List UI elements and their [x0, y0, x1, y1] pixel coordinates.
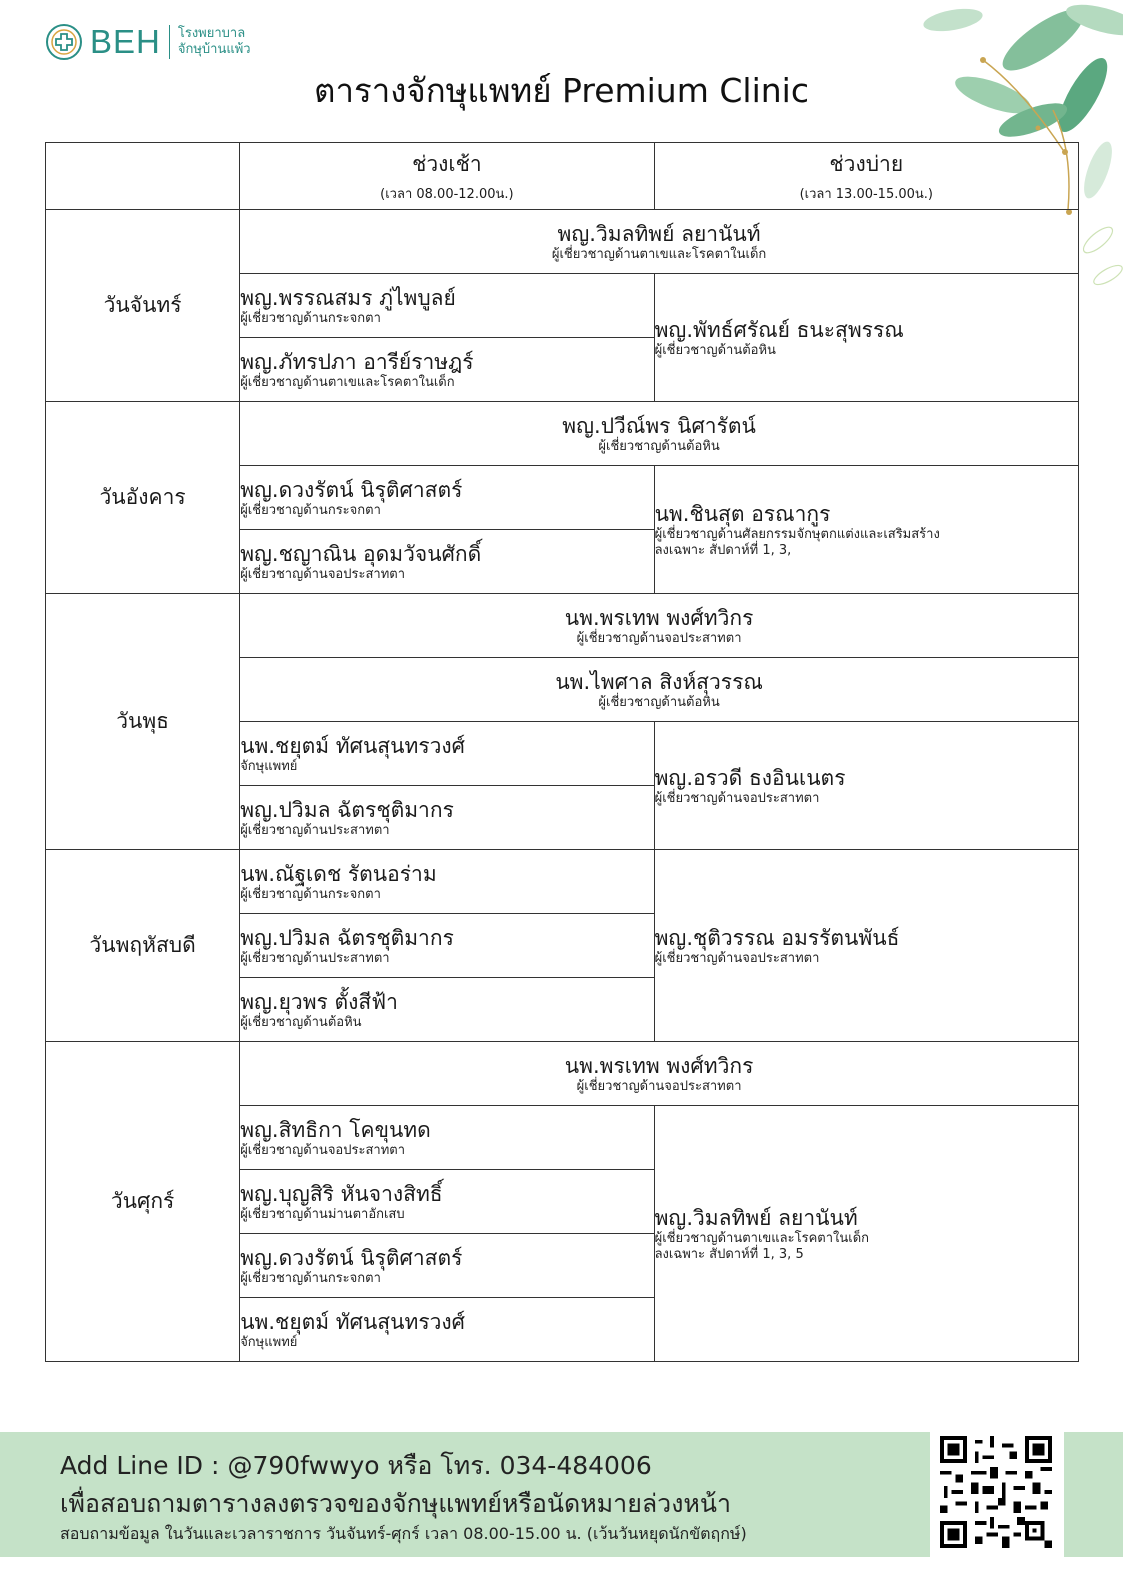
doctor-cell: [654, 722, 1078, 850]
doctor-specialty: ผู้เชี่ยวชาญด้านกระจกตา: [240, 310, 381, 326]
doctor-name: นพ.พรเทพ พงศ์ทวิกร: [564, 1053, 754, 1078]
header-afternoon: [654, 143, 1078, 210]
doctor-specialty: ผู้เชี่ยวชาญด้านต้อหิน: [654, 342, 776, 358]
logo-thai-line2: จักษุบ้านแพ้ว: [177, 42, 251, 57]
doctor-cell: [240, 1170, 654, 1234]
doctor-cell: [240, 1298, 654, 1362]
doctor-specialty: ผู้เชี่ยวชาญด้านกระจกตา: [240, 502, 381, 518]
doctor-name: พญ.ปวีณ์พร นิศารัตน์: [562, 413, 756, 438]
doctor-specialty: ผู้เชี่ยวชาญด้านม่านตาอักเสบ: [240, 1206, 405, 1222]
logo-brand: BEH: [90, 23, 161, 60]
doctor-cell: [240, 786, 654, 850]
doctor-cell: [654, 466, 1078, 594]
doctor-name: พญ.วิมลทิพย์ ลยานันท์: [654, 1205, 858, 1230]
doctor-specialty: ผู้เชี่ยวชาญด้านตาเขและโรคตาในเด็ก: [654, 1230, 870, 1246]
doctor-name: นพ.ณัฐเดช รัตนอร่าม: [240, 861, 437, 886]
doctor-name: พญ.สิทธิกา โคขุนทด: [240, 1117, 431, 1142]
doctor-cell: [654, 274, 1078, 402]
day-thursday: วันพฤหัสบดี: [46, 850, 240, 1042]
doctor-cell: [240, 530, 654, 594]
header-morning: [240, 143, 654, 210]
header-afternoon-time: (เวลา 13.00-15.00น.): [799, 187, 933, 202]
doctor-cell: [654, 850, 1078, 1042]
doctor-specialty: ผู้เชี่ยวชาญด้านจอประสาทตา: [654, 790, 820, 806]
doctor-specialty: จักษุแพทย์: [240, 1334, 298, 1350]
doctor-specialty: ผู้เชี่ยวชาญด้านต้อหิน: [598, 694, 720, 710]
doctor-cell: [240, 722, 654, 786]
doctor-specialty: ผู้เชี่ยวชาญด้านประสาทตา: [240, 822, 390, 838]
doctor-name: พญ.ปวิมล ฉัตรชุติมากร: [240, 797, 454, 822]
doctor-cell: [240, 978, 654, 1042]
doctor-specialty: ผู้เชี่ยวชาญด้านจอประสาทตา: [576, 630, 742, 646]
doctor-name: พญ.ชญาณิน อุดมวัจนศักดิ์: [240, 541, 482, 566]
line-colon: :: [211, 1451, 220, 1480]
doctor-cell: [240, 402, 1079, 466]
doctor-name: พญ.อรวดี ธงอินเนตร: [654, 765, 846, 790]
doctor-cell: [240, 594, 1079, 658]
logo-thai-name: [178, 26, 251, 58]
doctor-name: พญ.ดวงรัตน์ นิรุติศาสตร์: [240, 477, 463, 502]
header-empty-cell: [46, 143, 240, 210]
doctor-name: พญ.ยุวพร ตั้งสีฟ้า: [240, 989, 398, 1014]
doctor-name: พญ.บุญสิริ หันจางสิทธิ์: [240, 1181, 443, 1206]
doctor-name: นพ.ชยุตม์ ทัศนสุนทรวงศ์: [240, 1309, 465, 1334]
day-monday: วันจันทร์: [46, 210, 240, 402]
doctor-specialty: ผู้เชี่ยวชาญด้านต้อหิน: [240, 1014, 362, 1030]
header-afternoon-label: ช่วงบ่าย: [829, 152, 904, 176]
hospital-logo: [44, 22, 251, 62]
doctor-specialty: ผู้เชี่ยวชาญด้านจอประสาทตา: [240, 1142, 406, 1158]
doctor-name: พญ.ชุติวรรณ อมรรัตนพันธ์: [654, 925, 900, 950]
doctor-cell: [240, 338, 654, 402]
table-row: [46, 850, 1079, 914]
table-row: [46, 1042, 1079, 1106]
doctor-name: นพ.ไพศาล สิงห์สุวรรณ: [555, 669, 763, 694]
header-morning-label: ช่วงเช้า: [412, 152, 482, 176]
qr-code-icon[interactable]: [940, 1436, 1052, 1548]
logo-divider: [169, 25, 170, 59]
page-title: ตารางจักษุแพทย์ Premium Clinic: [314, 71, 809, 110]
day-wednesday: วันพุธ: [46, 594, 240, 850]
doctor-cell: [240, 1234, 654, 1298]
doctor-specialty: ผู้เชี่ยวชาญด้านจอประสาทตา: [576, 1078, 742, 1094]
doctor-name: พญ.ปวิมล ฉัตรชุติมากร: [240, 925, 454, 950]
doctor-cell: [240, 914, 654, 978]
doctor-specialty: จักษุแพทย์: [240, 758, 298, 774]
doctor-name: พญ.พัทธ์ศรัณย์ ธนะสุพรรณ: [654, 317, 904, 342]
doctor-cell: [240, 1106, 654, 1170]
day-tuesday: วันอังคาร: [46, 402, 240, 594]
line-id-phone[interactable]: @790fwwyo หรือ โทร. 034-484006: [227, 1451, 652, 1480]
doctor-name: พญ.ภัทรปภา อารีย์ราษฎร์: [240, 349, 474, 374]
doctor-cell: [240, 210, 1079, 274]
doctor-cell: [240, 658, 1079, 722]
table-row: [46, 210, 1079, 274]
doctor-specialty: ผู้เชี่ยวชาญด้านจอประสาทตา: [654, 950, 820, 966]
doctor-specialty: ผู้เชี่ยวชาญด้านศัลยกรรมจักษุตกแต่งและเสริมสร้าง: [654, 526, 940, 542]
line-label: Add Line ID: [60, 1451, 204, 1480]
doctor-specialty: ผู้เชี่ยวชาญด้านจอประสาทตา: [240, 566, 406, 582]
table-header-row: [46, 143, 1079, 210]
doctor-name: พญ.พรรณสมร ภู่ไพบูลย์: [240, 285, 456, 310]
doctor-cell: [240, 850, 654, 914]
contact-line-id: [60, 1446, 652, 1486]
table-row: [46, 402, 1079, 466]
contact-hours: สอบถามข้อมูล ในวันและเวลาราชการ วันจันทร์-ศุกร์ เวลา 08.00-15.00 น. (เว้นวันหยุดนักขัตฤกษ์): [60, 1524, 747, 1543]
contact-purpose: เพื่อสอบถามตารางลงตรวจของจักษุแพทย์หรือนัดหมายล่วงหน้า: [60, 1489, 732, 1518]
hospital-cross-logo-icon: [44, 22, 84, 62]
doctor-specialty: ผู้เชี่ยวชาญด้านต้อหิน: [598, 438, 720, 454]
doctor-schedule-note: ลงเฉพาะ สัปดาห์ที่ 1, 3, 5: [654, 1246, 804, 1262]
doctor-name: นพ.ชยุตม์ ทัศนสุนทรวงศ์: [240, 733, 465, 758]
table-row: [46, 594, 1079, 658]
schedule-table: [45, 142, 1079, 1362]
doctor-cell: [240, 274, 654, 338]
doctor-cell: [654, 1106, 1078, 1362]
doctor-specialty: ผู้เชี่ยวชาญด้านกระจกตา: [240, 886, 381, 902]
doctor-name: พญ.วิมลทิพย์ ลยานันท์: [557, 221, 761, 246]
doctor-specialty: ผู้เชี่ยวชาญด้านประสาทตา: [240, 950, 390, 966]
doctor-cell: [240, 466, 654, 530]
doctor-name: นพ.พรเทพ พงศ์ทวิกร: [564, 605, 754, 630]
day-friday: วันศุกร์: [46, 1042, 240, 1362]
doctor-schedule-note: ลงเฉพาะ สัปดาห์ที่ 1, 3,: [654, 542, 792, 558]
header-morning-time: (เวลา 08.00-12.00น.): [380, 187, 514, 202]
logo-thai-line1: โรงพยาบาล: [177, 26, 246, 41]
doctor-specialty: ผู้เชี่ยวชาญด้านกระจกตา: [240, 1270, 381, 1286]
doctor-specialty: ผู้เชี่ยวชาญด้านตาเขและโรคตาในเด็ก: [240, 374, 455, 390]
doctor-cell: [240, 1042, 1079, 1106]
doctor-name: พญ.ดวงรัตน์ นิรุติศาสตร์: [240, 1245, 463, 1270]
doctor-name: นพ.ชินสุต อรณากูร: [654, 501, 831, 526]
doctor-specialty: ผู้เชี่ยวชาญด้านตาเขและโรคตาในเด็ก: [551, 246, 767, 262]
